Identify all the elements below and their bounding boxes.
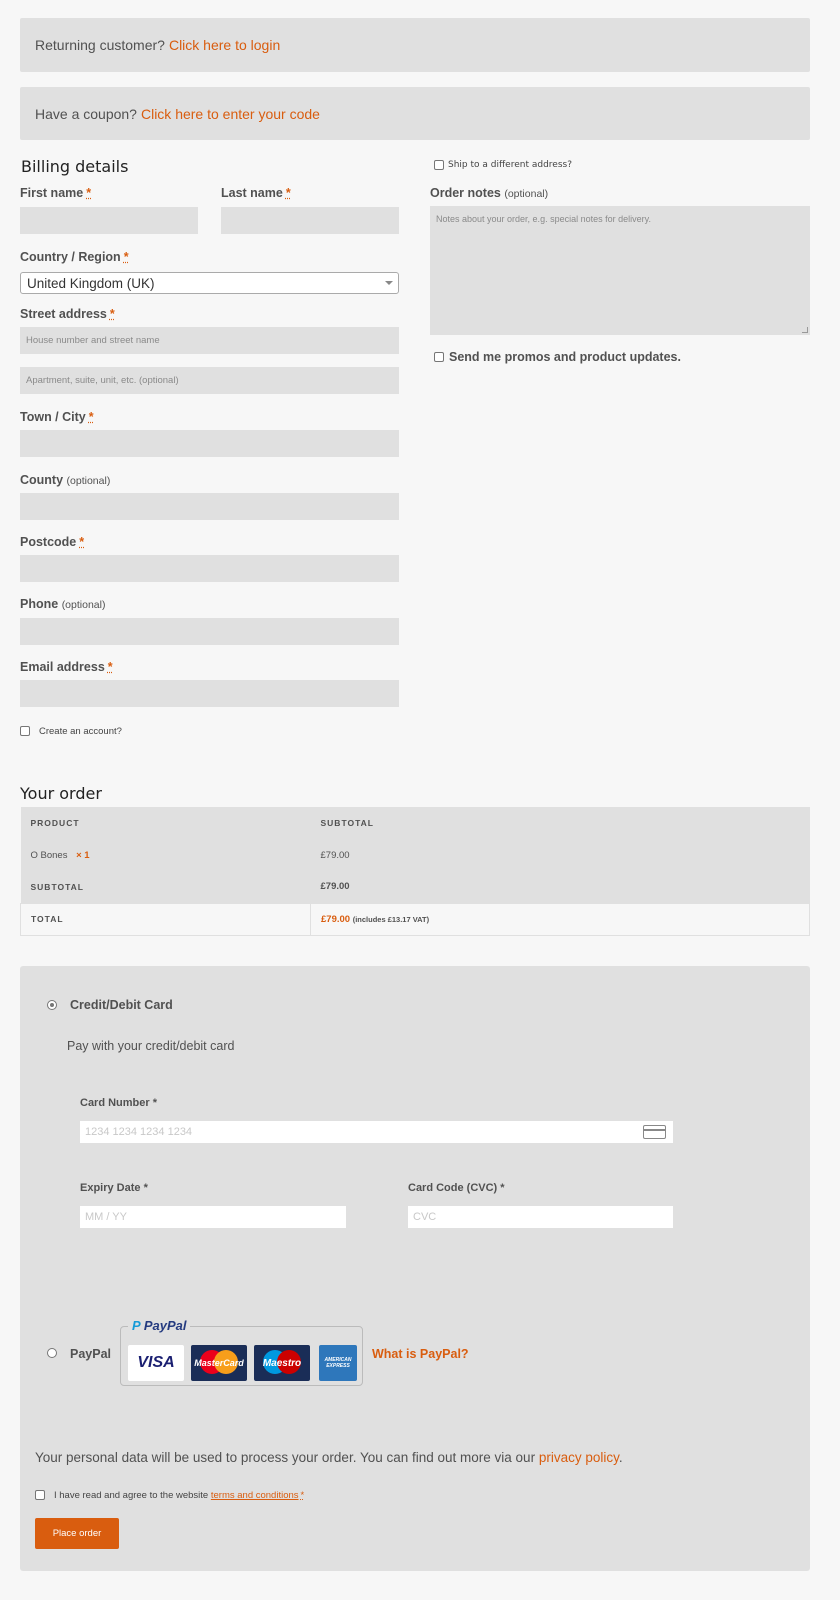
country-select[interactable] xyxy=(20,272,399,294)
cvc-input[interactable]: CVC xyxy=(408,1206,673,1228)
email-input[interactable] xyxy=(20,680,399,707)
ship-different-checkbox[interactable] xyxy=(434,160,444,170)
column-header-product: PRODUCT xyxy=(30,818,80,828)
mastercard-logo: MasterCard xyxy=(191,1345,247,1381)
street-input-1[interactable]: House number and street name xyxy=(20,327,399,354)
ship-different-label: Ship to a different address? xyxy=(448,160,572,170)
order-title: Your order xyxy=(20,784,102,803)
coupon-notice xyxy=(20,87,810,140)
table-row xyxy=(21,903,810,935)
street-input-2[interactable]: Apartment, suite, unit, etc. (optional) xyxy=(20,367,399,394)
total-value: £79.00 xyxy=(321,913,351,925)
postcode-input[interactable] xyxy=(20,555,399,582)
table-row xyxy=(21,839,810,871)
visa-logo: VISA xyxy=(128,1345,184,1381)
table-row xyxy=(21,871,810,903)
privacy-notice: Your personal data will be used to process your order. You can find out more via our privacy policy. xyxy=(35,1450,623,1465)
county-label: County (optional) xyxy=(20,473,111,487)
coupon-link[interactable]: Click here to enter your code xyxy=(140,105,320,122)
privacy-policy-link[interactable]: privacy policy xyxy=(538,1450,619,1465)
resize-handle-icon[interactable] xyxy=(802,327,808,333)
country-label: Country / Region * xyxy=(20,250,129,264)
item-quantity: × 1 xyxy=(76,849,90,861)
order-notes-label: Order notes (optional) xyxy=(430,186,549,200)
billing-title: Billing details xyxy=(21,157,129,176)
promos-label: Send me promos and product updates. xyxy=(449,350,681,364)
table-row xyxy=(21,807,810,839)
login-notice xyxy=(20,18,810,72)
maestro-logo: Maestro xyxy=(254,1345,310,1381)
last-name-label: Last name * xyxy=(221,186,291,200)
terms-checkbox[interactable] xyxy=(35,1490,45,1500)
country-value: United Kingdom (UK) xyxy=(27,275,155,291)
payment-panel xyxy=(20,966,810,1571)
credit-card-icon xyxy=(643,1125,666,1139)
town-input[interactable] xyxy=(20,430,399,457)
create-account-checkbox[interactable] xyxy=(20,726,30,736)
order-item xyxy=(21,839,311,871)
terms-link[interactable]: terms and conditions xyxy=(210,1490,299,1501)
item-name: O Bones xyxy=(30,849,68,861)
subtotal-label: SUBTOTAL xyxy=(30,881,84,892)
what-is-paypal-link[interactable]: What is PayPal? xyxy=(372,1347,469,1361)
amex-logo: AMERICAN EXPRESS xyxy=(319,1345,357,1381)
paypal-method-label[interactable]: PayPal xyxy=(70,1347,112,1361)
item-price: £79.00 xyxy=(320,849,350,861)
coupon-notice-text: Have a coupon? xyxy=(35,105,137,122)
subtotal-value: £79.00 xyxy=(320,881,350,893)
street-label: Street address * xyxy=(20,307,115,321)
card-method-label[interactable]: Credit/Debit Card xyxy=(70,998,173,1012)
paypal-method-radio[interactable] xyxy=(47,1348,57,1358)
total-vat: (includes £13.17 VAT) xyxy=(352,914,430,924)
paypal-acceptance-mark[interactable] xyxy=(120,1318,363,1386)
expiry-label: Expiry Date * xyxy=(80,1182,148,1194)
order-notes-textarea[interactable]: Notes about your order, e.g. special notes for delivery. xyxy=(430,206,810,335)
paypal-logo: P PayPal xyxy=(128,1318,190,1333)
create-account-label: Create an account? xyxy=(39,726,122,737)
postcode-label: Postcode * xyxy=(20,535,85,549)
expiry-input[interactable]: MM / YY xyxy=(80,1206,346,1228)
card-number-label: Card Number * xyxy=(80,1097,158,1109)
total-cell xyxy=(311,903,810,935)
card-number-input[interactable]: 1234 1234 1234 1234 xyxy=(80,1121,673,1143)
card-method-radio[interactable] xyxy=(47,1000,57,1010)
phone-input[interactable] xyxy=(20,618,399,645)
card-description: Pay with your credit/debit card xyxy=(67,1039,235,1053)
phone-label: Phone (optional) xyxy=(20,597,106,611)
promos-checkbox[interactable] xyxy=(434,352,444,362)
cvc-label: Card Code (CVC) * xyxy=(408,1182,505,1194)
email-label: Email address * xyxy=(20,660,113,674)
chevron-down-icon xyxy=(385,281,393,285)
column-header-subtotal: SUBTOTAL xyxy=(320,818,374,828)
total-label: TOTAL xyxy=(21,903,311,935)
login-notice-text: Returning customer? xyxy=(35,37,165,53)
login-link[interactable]: Click here to login xyxy=(168,37,281,53)
last-name-input[interactable] xyxy=(221,207,399,234)
order-table xyxy=(20,807,810,936)
first-name-input[interactable] xyxy=(20,207,198,234)
terms-label: I have read and agree to the website terms and conditions * xyxy=(54,1490,305,1501)
first-name-label: First name * xyxy=(20,186,92,200)
county-input[interactable] xyxy=(20,493,399,520)
town-label: Town / City * xyxy=(20,410,94,424)
place-order-button[interactable]: Place order xyxy=(35,1518,119,1549)
